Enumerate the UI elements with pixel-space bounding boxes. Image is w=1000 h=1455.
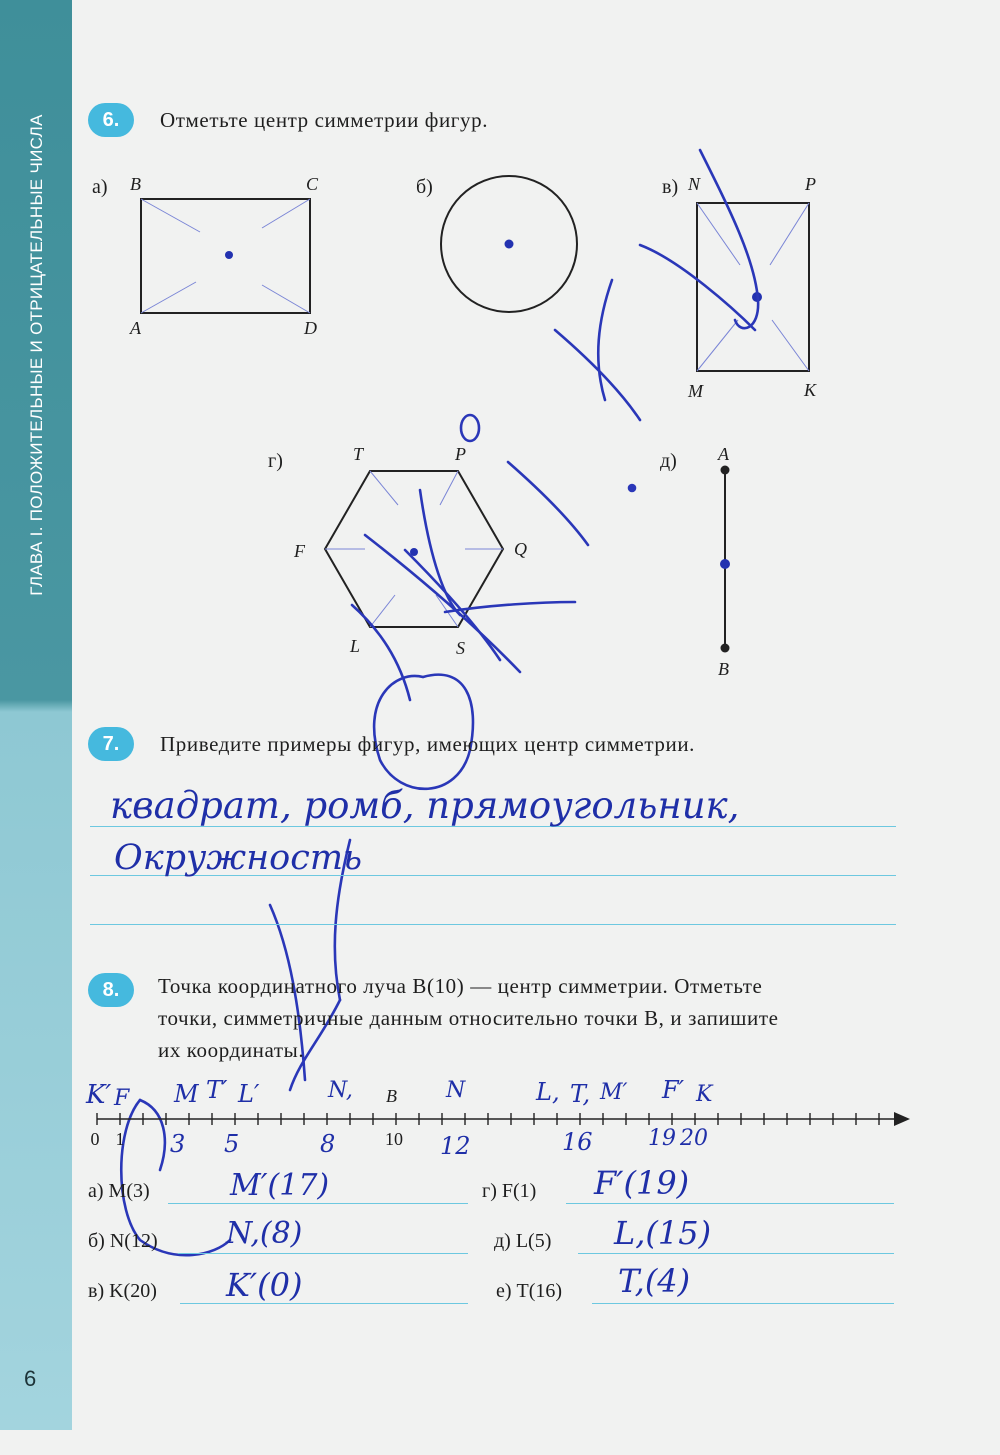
task-7-badge: 7. xyxy=(88,727,134,761)
vertex-g-q: Q xyxy=(514,539,527,559)
hw-ray-number-3: 3 xyxy=(170,1130,186,1158)
vertex-g-p: P xyxy=(455,444,466,464)
task-8-item-e-line xyxy=(592,1303,894,1304)
tick-label-0: 0 xyxy=(90,1129,100,1149)
hw-ray-letter-t1: T, xyxy=(570,1080,591,1108)
task-8-item-a-line xyxy=(168,1203,468,1204)
task-6-text: Отметьте центр симметрии фигур. xyxy=(160,108,489,132)
vertex-g-f: F xyxy=(294,541,305,561)
hw-ray-number-19: 19 xyxy=(648,1126,676,1151)
task-8-item-a-label: а) M(3) xyxy=(88,1180,150,1202)
vertex-d-a: A xyxy=(718,444,729,464)
vertex-g-t: T xyxy=(353,444,364,464)
hw-ray-number-5: 5 xyxy=(224,1130,240,1158)
task-8-badge: 8. xyxy=(88,973,134,1007)
figure-a-rectangle xyxy=(141,199,310,313)
task-6-badge: 6. xyxy=(88,103,134,137)
figure-g-label: г) xyxy=(268,450,283,472)
hw-ray-number-20: 20 xyxy=(680,1126,708,1151)
vertex-g-l: L xyxy=(350,636,361,656)
vertex-a-a: A xyxy=(130,318,141,338)
task-8-item-g-line xyxy=(566,1203,894,1204)
task-8-item-v-label: в) K(20) xyxy=(88,1280,157,1302)
task-8-item-v-answer: K′(0) xyxy=(226,1266,303,1304)
hw-ray-letter-n1: N, xyxy=(328,1078,353,1103)
figure-b-circle xyxy=(441,176,577,312)
task-7-text: Приведите примеры фигур, имеющих центр симметрии. xyxy=(160,732,696,756)
task-8-item-v-line xyxy=(180,1303,468,1304)
task-8-item-b-answer: N,(8) xyxy=(226,1216,303,1251)
task-8-text-line-3: их координаты. xyxy=(158,1038,305,1062)
page-number: 6 xyxy=(24,1366,37,1391)
figure-b-label: б) xyxy=(416,176,433,198)
task-8-item-d-line xyxy=(578,1253,894,1254)
vertex-d-b: B xyxy=(718,659,729,679)
task-8-item-d-label: д) L(5) xyxy=(494,1230,552,1252)
figure-g-hexagon xyxy=(325,471,503,627)
vertex-a-c: C xyxy=(306,174,319,194)
hw-ray-letter-k: K xyxy=(696,1082,713,1107)
hw-ray-letter-fprime: F′ xyxy=(662,1076,685,1104)
task-8-item-b-label: б) N(12) xyxy=(88,1230,158,1252)
vertex-g-s: S xyxy=(456,638,465,658)
hw-ray-letter-f: F xyxy=(114,1086,130,1111)
tick-label-10: 10 xyxy=(385,1129,403,1149)
vertex-v-p: P xyxy=(805,174,816,194)
task-8-item-g-answer: F′(19) xyxy=(594,1164,690,1202)
hw-ray-letter-l1: L, xyxy=(536,1078,560,1106)
task-8-item-d-answer: L,(15) xyxy=(614,1214,712,1252)
hw-ray-number-8: 8 xyxy=(320,1130,336,1158)
task-8-item-a-answer: M′(17) xyxy=(230,1168,330,1203)
task-8-item-e-label: е) T(16) xyxy=(496,1280,563,1302)
vertex-v-n: N xyxy=(688,174,701,194)
vertex-v-m: M xyxy=(688,381,703,401)
figure-d-label: д) xyxy=(660,450,677,472)
hw-ray-letter-tprime: T′ xyxy=(206,1076,228,1104)
task-7-answer-line-2: Окружность xyxy=(114,838,363,878)
vertex-v-k: K xyxy=(804,380,817,400)
coordinate-ray xyxy=(97,1112,910,1126)
hw-ray-letter-m: M xyxy=(174,1080,199,1108)
task-8-text-line-1: Точка координатного луча B(10) — центр симметрии. Отметьте xyxy=(158,974,763,998)
figure-v-rectangle xyxy=(697,203,809,371)
hw-ray-letter-n: N xyxy=(446,1078,466,1103)
chapter-title: ГЛАВА I. ПОЛОЖИТЕЛЬНЫЕ И ОТРИЦАТЕЛЬНЫЕ ЧИСЛА xyxy=(27,114,46,596)
task-8-item-g-label: г) F(1) xyxy=(482,1180,537,1202)
figure-d-segment xyxy=(720,466,730,653)
figure-a-label: а) xyxy=(92,176,108,198)
task-7-answer-line-1: квадрат, ромб, прямоугольник, xyxy=(110,784,740,827)
ray-point-b: B xyxy=(386,1086,397,1106)
tick-label-1: 1 xyxy=(115,1129,125,1149)
task-8-item-b-line xyxy=(178,1253,468,1254)
answer-line-3 xyxy=(90,924,896,925)
vertex-a-d: D xyxy=(304,318,317,338)
hw-ray-number-12: 12 xyxy=(440,1132,471,1160)
hw-ray-letter-mprime: M′ xyxy=(600,1080,628,1105)
hw-ray-number-16: 16 xyxy=(562,1128,593,1156)
hw-ray-letter-lprime: L′ xyxy=(238,1080,260,1108)
task-8-text-line-2: точки, симметричные данным относительно точки B, и запишите xyxy=(158,1006,779,1030)
figure-v-label: в) xyxy=(662,176,679,198)
hw-ray-letter-kprime: K′ xyxy=(86,1080,112,1110)
task-8-item-e-answer: T,(4) xyxy=(618,1262,691,1300)
vertex-a-b: B xyxy=(130,174,141,194)
